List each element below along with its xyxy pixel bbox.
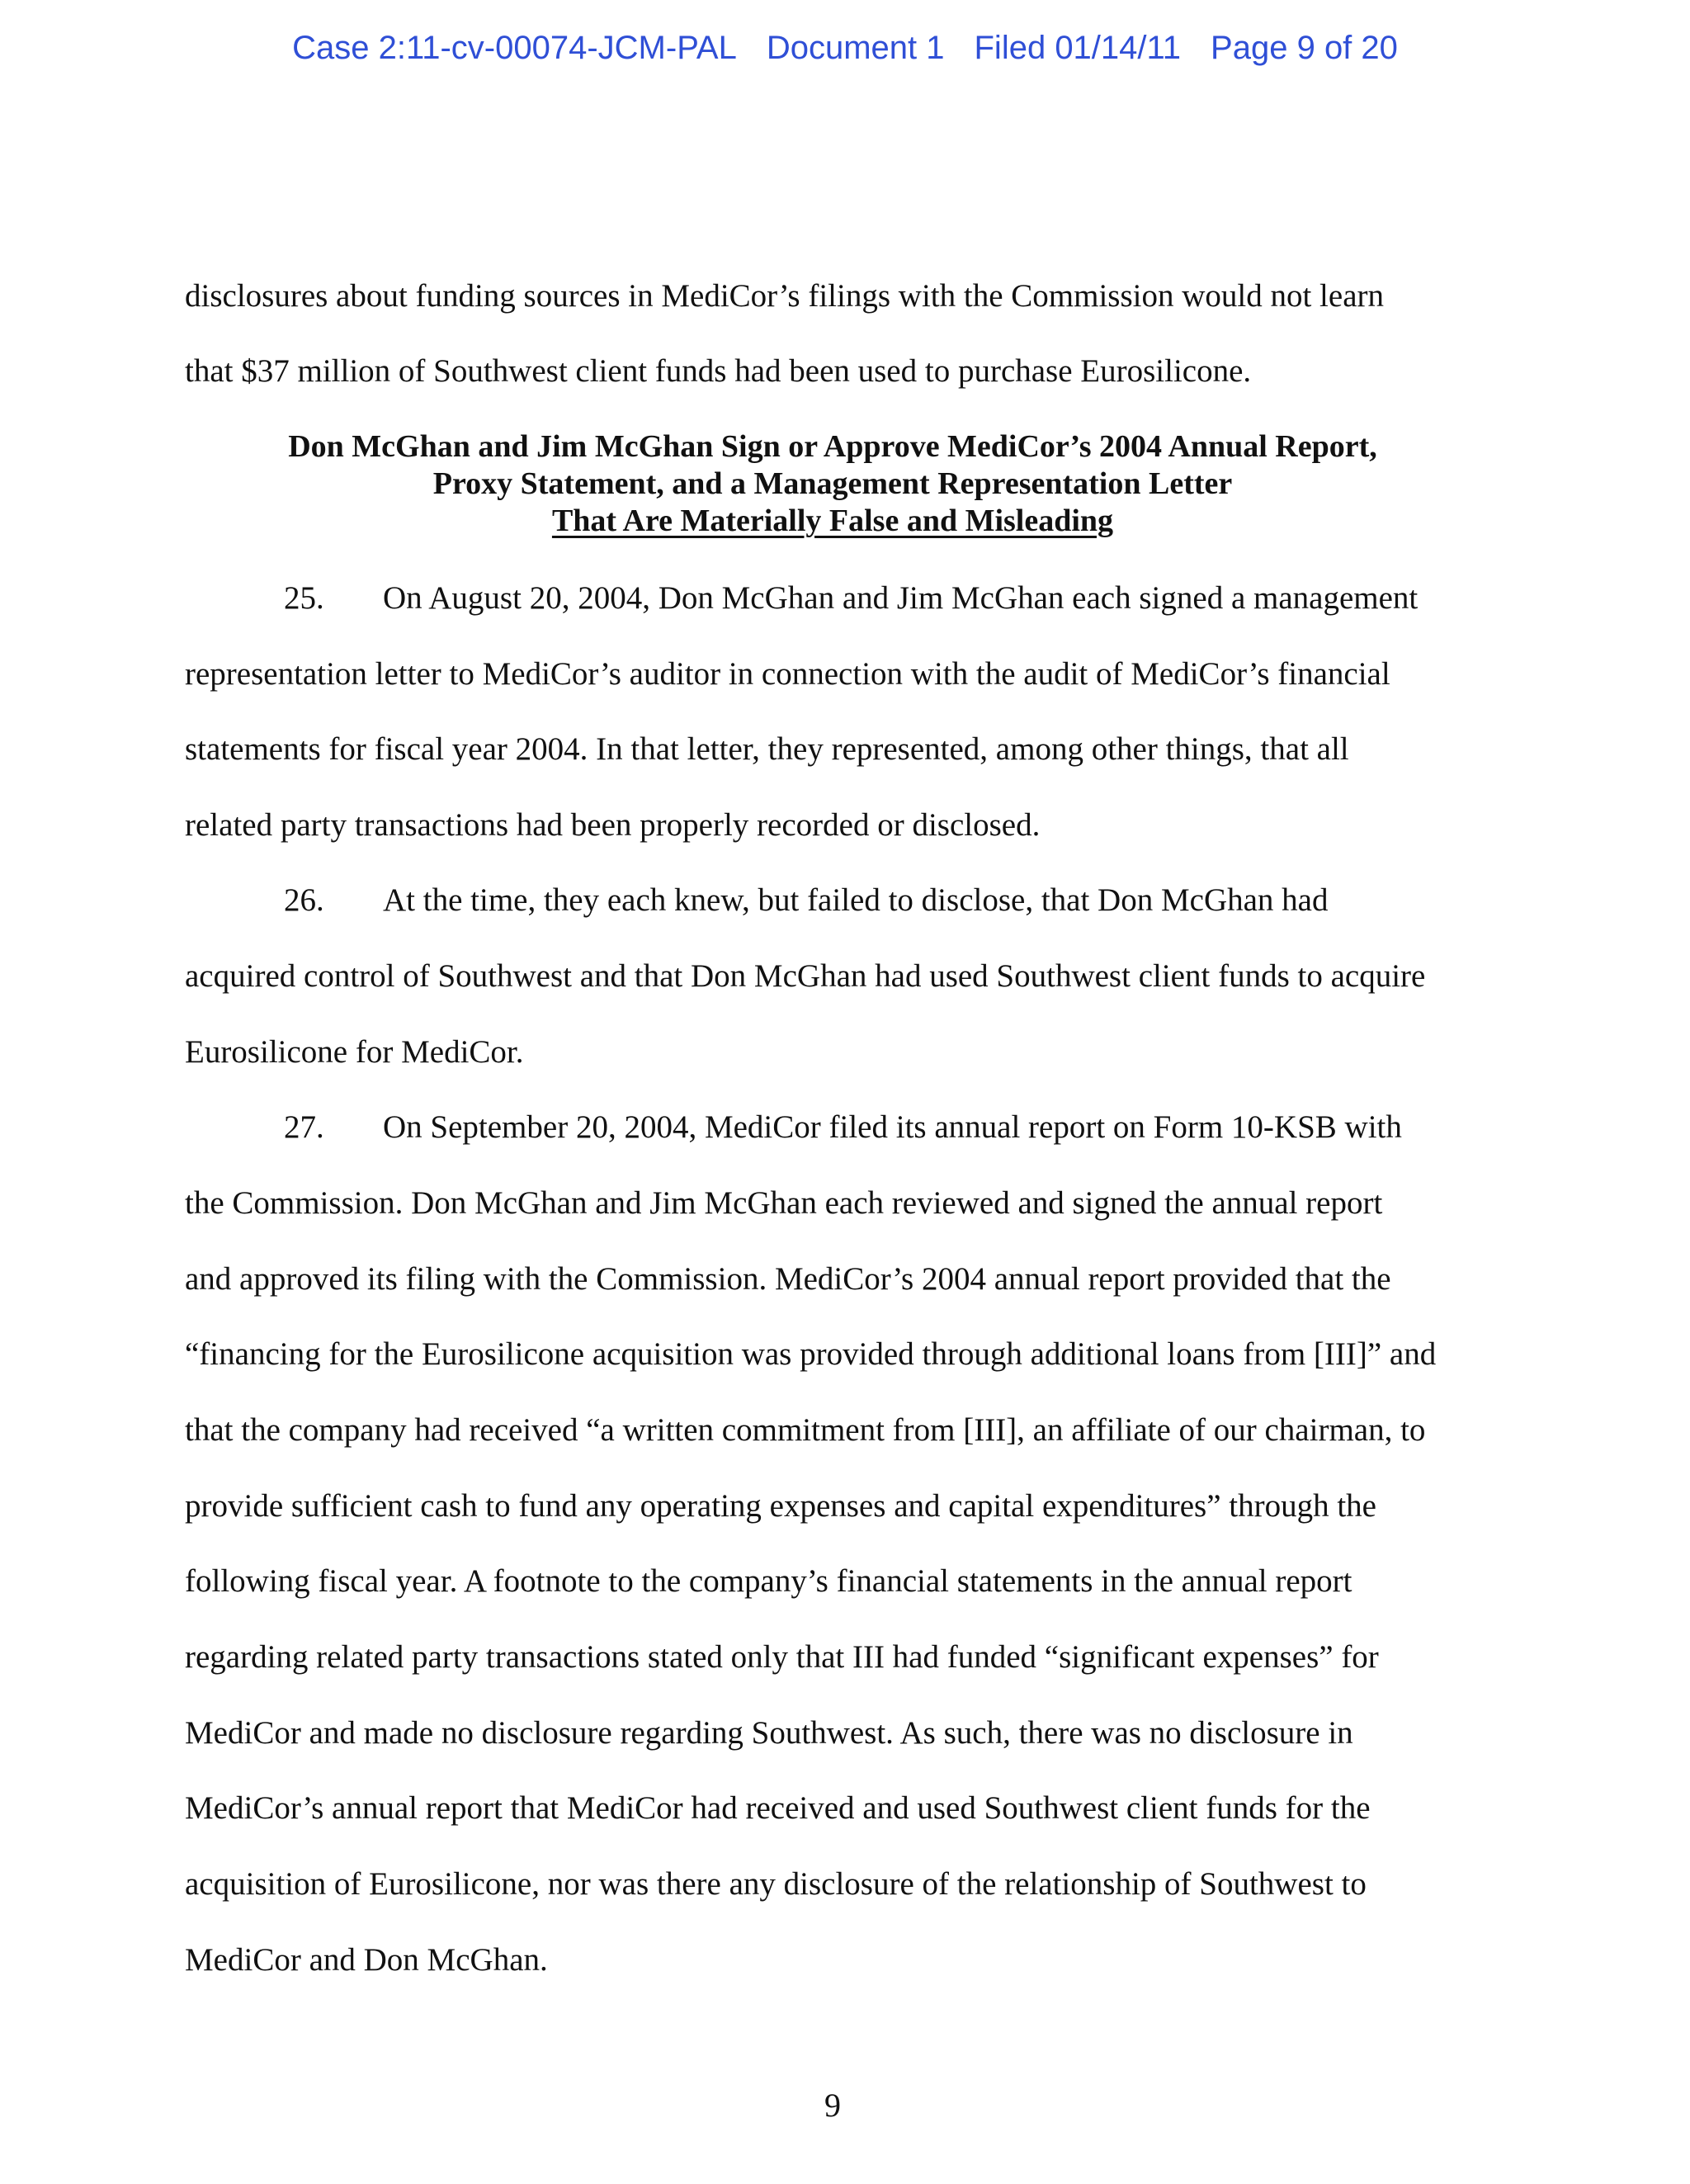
paragraph-number: 26. [284,882,324,918]
document-number: Document 1 [766,30,945,66]
paragraph-number: 25. [284,580,324,616]
body-line: “financing for the Eurosilicone acquisition was provided through additional loans from [III]” and [185,1336,1437,1372]
body-line: and approved its filing with the Commission. MediCor’s 2004 annual report provided that the [185,1261,1391,1297]
body-line: disclosures about funding sources in MediCor’s filings with the Commission would not learn [185,278,1384,314]
body-line: MediCor and Don McGhan. [185,1942,548,1978]
body-line: the Commission. Don McGhan and Jim McGhan each reviewed and signed the annual report [185,1185,1383,1221]
body-line: following fiscal year. A footnote to the company’s financial statements in the annual report [185,1563,1352,1599]
body-line: Eurosilicone for MediCor. [185,1034,524,1070]
body-line: provide sufficient cash to fund any operating expenses and capital expenditures” through the [185,1488,1376,1524]
paragraph-text: At the time, they each knew, but failed to disclose, that Don McGhan had [383,882,1329,918]
filed-date: Filed 01/14/11 [974,30,1182,66]
paragraph-first-line [284,1111,1402,1143]
body-line: MediCor’s annual report that MediCor had received and used Southwest client funds for the [185,1790,1371,1826]
body-line: that $37 million of Southwest client funds had been used to purchase Eurosilicone. [185,353,1252,389]
body-line: representation letter to MediCor’s auditor in connection with the audit of MediCor’s financial [185,656,1390,692]
paragraph-number: 27. [284,1109,324,1145]
body-line: statements for fiscal year 2004. In that letter, they represented, among other things, that all [185,731,1349,767]
body-line: acquired control of Southwest and that Don McGhan had used Southwest client funds to acquire [185,958,1426,994]
page-of-pages: Page 9 of 20 [1211,30,1398,66]
section-heading-line: Don McGhan and Jim McGhan Sign or Approve MediCor’s 2004 Annual Report, [288,429,1377,464]
body-line: regarding related party transactions stated only that III had funded “significant expenses” for [185,1639,1379,1675]
section-heading-line: Proxy Statement, and a Management Representation Letter [432,466,1233,501]
ecf-filing-header [0,30,1690,67]
section-heading-underlined: That Are Materially False and Misleading [551,503,1114,538]
body-line: that the company had received “a written commitment from [III], an affiliate of our chairman, to [185,1412,1426,1448]
paragraph-first-line [284,582,1418,614]
paragraph-text: On September 20, 2004, MediCor filed its annual report on Form 10-KSB with [383,1109,1402,1145]
paragraph-text: On August 20, 2004, Don McGhan and Jim McGhan each signed a management [383,580,1419,616]
body-line: acquisition of Eurosilicone, nor was there any disclosure of the relationship of Southwest to [185,1866,1367,1902]
paragraph-first-line [284,884,1329,916]
case-number: Case 2:11-cv-00074-JCM-PAL [292,30,737,66]
body-line: related party transactions had been properly recorded or disclosed. [185,807,1041,843]
page-number: 9 [824,2087,841,2124]
section-heading-line [0,505,1665,537]
body-line: MediCor and made no disclosure regarding Southwest. As such, there was no disclosure in [185,1715,1353,1751]
